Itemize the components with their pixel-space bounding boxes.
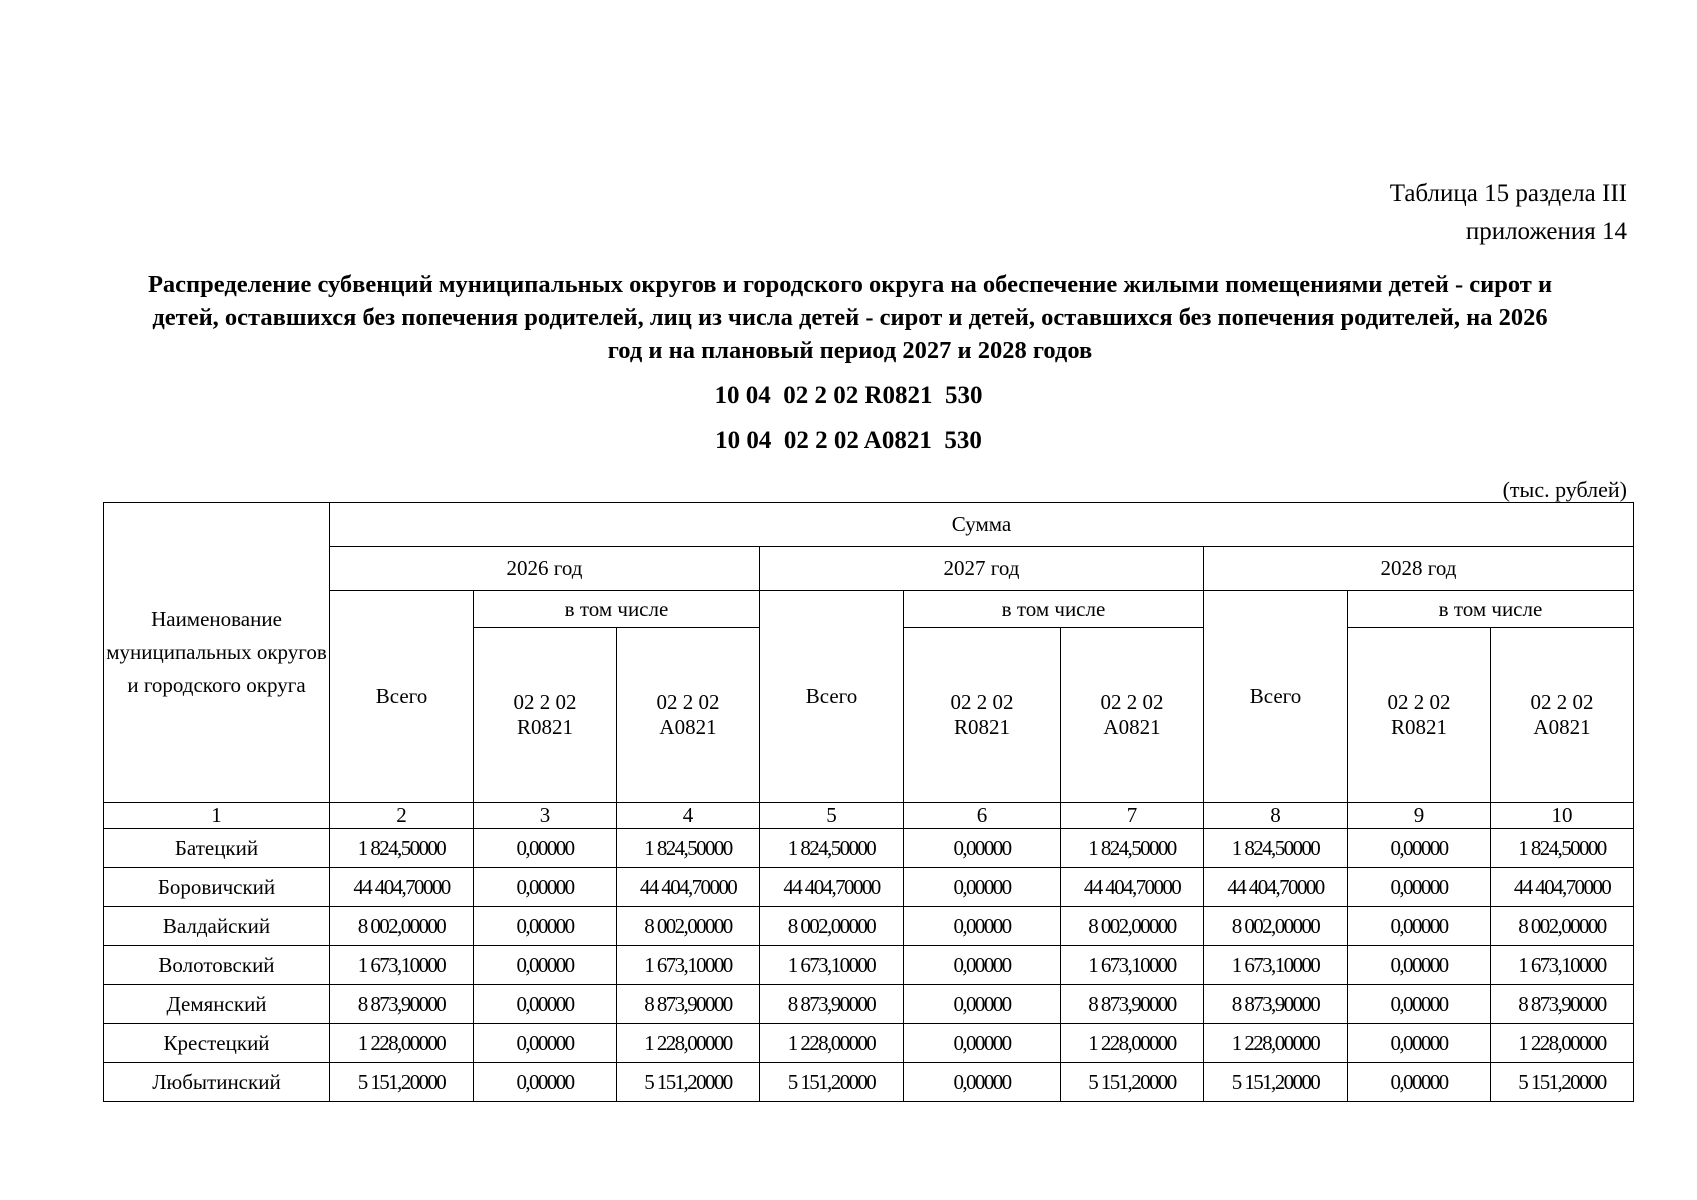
column-number: 5	[760, 803, 904, 829]
amount-cell: 8 873,90000	[617, 985, 760, 1024]
amount-cell: 8 002,00000	[1491, 907, 1634, 946]
including-2026-header: в том числе	[474, 591, 760, 628]
amount-cell: 8 873,90000	[1204, 985, 1348, 1024]
amount-cell: 8 002,00000	[1061, 907, 1204, 946]
municipality-name: Крестецкий	[104, 1024, 330, 1063]
amount-cell: 5 151,20000	[1491, 1063, 1634, 1102]
sub-r0821-2027-header	[904, 628, 1061, 803]
amount-cell: 0,00000	[904, 1024, 1061, 1063]
sub-a0821-2027-header	[1061, 628, 1204, 803]
amount-cell: 1 824,50000	[617, 829, 760, 868]
amount-cell: 0,00000	[474, 1063, 617, 1102]
total-2026-header: Всего	[330, 591, 474, 803]
total-2027-header: Всего	[760, 591, 904, 803]
table-reference-line2: приложения 14	[1465, 218, 1627, 245]
column-number: 10	[1491, 803, 1634, 829]
sum-header: Сумма	[330, 503, 1634, 547]
including-2028-header: в том числе	[1348, 591, 1634, 628]
amount-cell: 8 873,90000	[330, 985, 474, 1024]
amount-cell: 1 824,50000	[1204, 829, 1348, 868]
municipality-name: Боровичский	[104, 868, 330, 907]
amount-cell: 44 404,70000	[760, 868, 904, 907]
subvention-table	[103, 502, 1634, 1102]
amount-cell: 44 404,70000	[1491, 868, 1634, 907]
budget-code-r0821: 10 04 02 2 02 R0821 530	[714, 382, 983, 409]
column-number: 2	[330, 803, 474, 829]
table-reference-line1: Таблица 15 раздела III	[1389, 180, 1627, 207]
amount-cell: 0,00000	[1348, 946, 1491, 985]
amount-cell: 44 404,70000	[617, 868, 760, 907]
unit-label: (тыс. рублей)	[1502, 477, 1627, 502]
amount-cell: 0,00000	[1348, 829, 1491, 868]
municipality-name: Валдайский	[104, 907, 330, 946]
amount-cell: 8 002,00000	[330, 907, 474, 946]
amount-cell: 1 228,00000	[617, 1024, 760, 1063]
table-row	[104, 1063, 1634, 1102]
amount-cell: 0,00000	[904, 868, 1061, 907]
table-row	[104, 1024, 1634, 1063]
amount-cell: 0,00000	[904, 829, 1061, 868]
sub-a0821-2028-header	[1491, 628, 1634, 803]
sub-code-label: 02 2 02 R0821	[1387, 690, 1451, 739]
table-body	[104, 829, 1634, 1102]
amount-cell: 1 673,10000	[1061, 946, 1204, 985]
amount-cell: 0,00000	[904, 985, 1061, 1024]
amount-cell: 1 673,10000	[617, 946, 760, 985]
amount-cell: 0,00000	[904, 946, 1061, 985]
amount-cell: 0,00000	[1348, 868, 1491, 907]
municipality-name: Батецкий	[104, 829, 330, 868]
amount-cell: 1 228,00000	[1491, 1024, 1634, 1063]
sub-code-label: 02 2 02 A0821	[1530, 690, 1594, 739]
table-row	[104, 985, 1634, 1024]
amount-cell: 5 151,20000	[330, 1063, 474, 1102]
amount-cell: 5 151,20000	[760, 1063, 904, 1102]
sub-code-label: 02 2 02 A0821	[1100, 690, 1164, 739]
sub-code-label: 02 2 02 A0821	[656, 690, 720, 739]
column-number: 8	[1204, 803, 1348, 829]
column-number: 1	[104, 803, 330, 829]
name-column-header: Наименование муниципальных округов и городского округа	[104, 503, 330, 803]
amount-cell: 5 151,20000	[617, 1063, 760, 1102]
municipality-name: Демянский	[104, 985, 330, 1024]
amount-cell: 5 151,20000	[1061, 1063, 1204, 1102]
amount-cell: 8 002,00000	[617, 907, 760, 946]
amount-cell: 1 673,10000	[1204, 946, 1348, 985]
municipality-name: Любытинский	[104, 1063, 330, 1102]
amount-cell: 0,00000	[474, 985, 617, 1024]
table-row	[104, 829, 1634, 868]
amount-cell: 1 228,00000	[330, 1024, 474, 1063]
amount-cell: 8 002,00000	[760, 907, 904, 946]
sub-a0821-2026-header	[617, 628, 760, 803]
table-row	[104, 946, 1634, 985]
amount-cell: 5 151,20000	[1204, 1063, 1348, 1102]
column-number-row	[104, 803, 1634, 829]
column-number: 6	[904, 803, 1061, 829]
sub-code-label: 02 2 02 R0821	[513, 690, 577, 739]
amount-cell: 8 873,90000	[760, 985, 904, 1024]
column-number: 9	[1348, 803, 1491, 829]
table-row	[104, 868, 1634, 907]
table-row	[104, 907, 1634, 946]
total-2028-header: Всего	[1204, 591, 1348, 803]
budget-code-a0821: 10 04 02 2 02 A0821 530	[715, 427, 982, 454]
year-2028-header: 2028 год	[1204, 547, 1634, 591]
amount-cell: 1 824,50000	[330, 829, 474, 868]
amount-cell: 0,00000	[474, 1024, 617, 1063]
amount-cell: 0,00000	[474, 907, 617, 946]
column-number: 7	[1061, 803, 1204, 829]
amount-cell: 44 404,70000	[1061, 868, 1204, 907]
amount-cell: 1 228,00000	[1061, 1024, 1204, 1063]
amount-cell: 1 824,50000	[1061, 829, 1204, 868]
amount-cell: 0,00000	[474, 868, 617, 907]
amount-cell: 0,00000	[1348, 1063, 1491, 1102]
amount-cell: 1 228,00000	[760, 1024, 904, 1063]
amount-cell: 0,00000	[904, 907, 1061, 946]
amount-cell: 0,00000	[904, 1063, 1061, 1102]
amount-cell: 1 673,10000	[760, 946, 904, 985]
amount-cell: 0,00000	[474, 946, 617, 985]
amount-cell: 0,00000	[474, 829, 617, 868]
year-2027-header: 2027 год	[760, 547, 1204, 591]
municipality-name: Волотовский	[104, 946, 330, 985]
sub-r0821-2028-header	[1348, 628, 1491, 803]
amount-cell: 0,00000	[1348, 1024, 1491, 1063]
amount-cell: 8 002,00000	[1204, 907, 1348, 946]
amount-cell: 1 673,10000	[1491, 946, 1634, 985]
including-2027-header: в том числе	[904, 591, 1204, 628]
amount-cell: 1 228,00000	[1204, 1024, 1348, 1063]
year-2026-header: 2026 год	[330, 547, 760, 591]
amount-cell: 44 404,70000	[330, 868, 474, 907]
amount-cell: 8 873,90000	[1061, 985, 1204, 1024]
amount-cell: 1 824,50000	[1491, 829, 1634, 868]
column-number: 4	[617, 803, 760, 829]
amount-cell: 0,00000	[1348, 985, 1491, 1024]
amount-cell: 1 824,50000	[760, 829, 904, 868]
document-title: Распределение субвенций муниципальных округов и городского округа на обеспечение жилыми помещениями детей - сирот и детей, оставшихся без попечения родителей, лиц из числа детей - сирот и детей, оставшихся без попечения родителей, на 2026 год и на плановый период 2027 и 2028 годов	[147, 271, 1553, 364]
amount-cell: 1 673,10000	[330, 946, 474, 985]
amount-cell: 0,00000	[1348, 907, 1491, 946]
amount-cell: 8 873,90000	[1491, 985, 1634, 1024]
column-number: 3	[474, 803, 617, 829]
amount-cell: 44 404,70000	[1204, 868, 1348, 907]
sub-code-label: 02 2 02 R0821	[950, 690, 1014, 739]
sub-r0821-2026-header	[474, 628, 617, 803]
